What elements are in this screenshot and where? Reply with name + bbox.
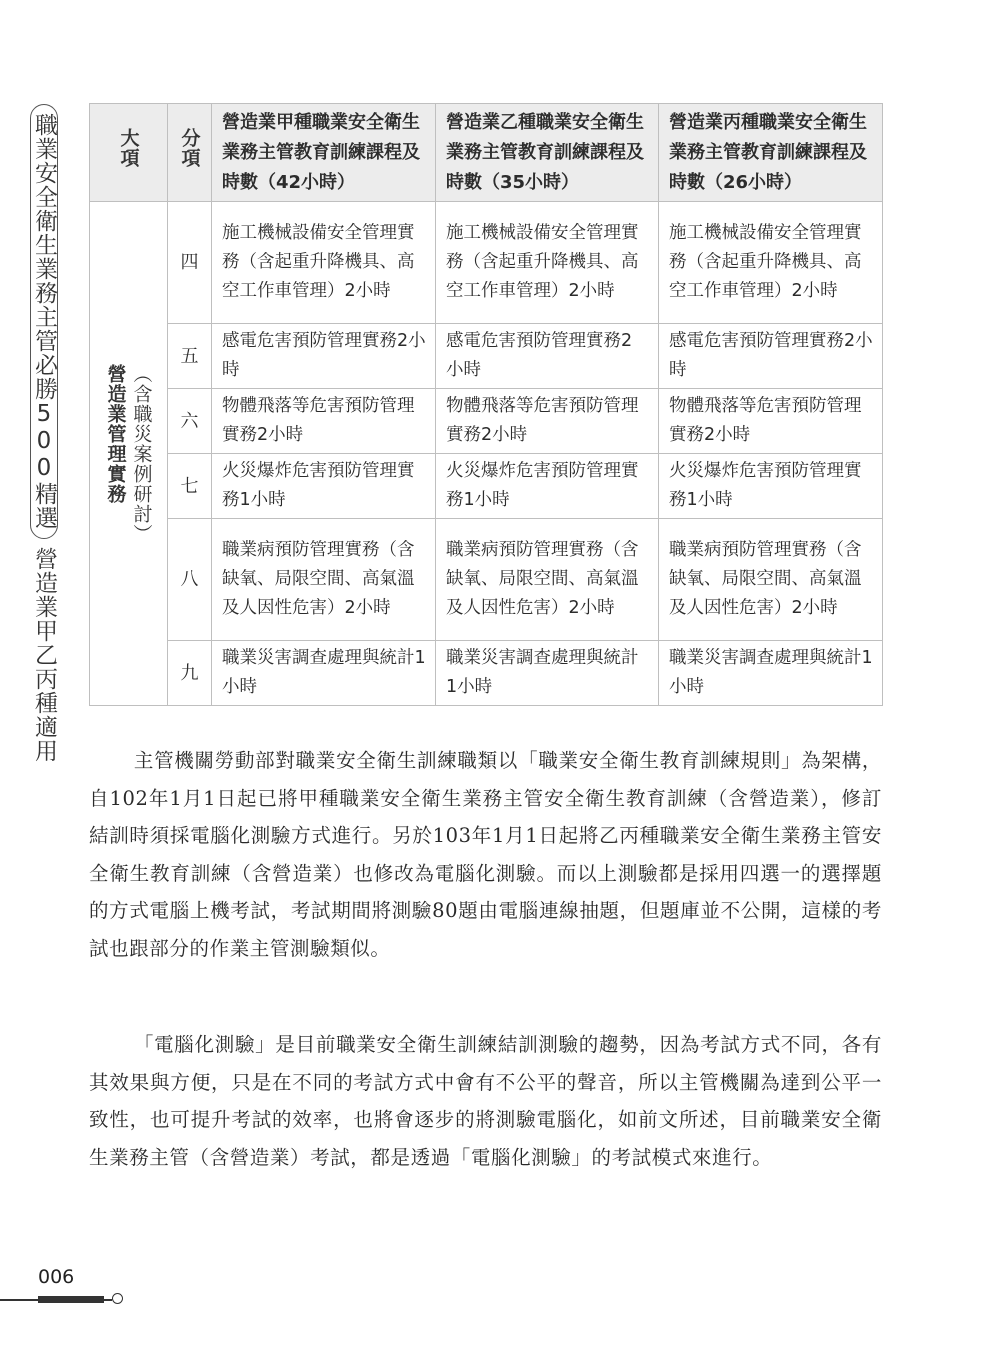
cell-class-a: 施工機械設備安全管理實務（含起重升降機具、高空工作車管理）2小時 (212, 202, 436, 324)
cell-class-c: 施工機械設備安全管理實務（含起重升降機具、高空工作車管理）2小時 (659, 202, 883, 324)
sub-number: 七 (168, 454, 212, 519)
cell-class-b: 職業災害調查處理與統計1小時 (436, 641, 659, 706)
footer-bar (38, 1296, 104, 1303)
cell-class-a: 火災爆炸危害預防管理實務1小時 (212, 454, 436, 519)
cell-class-c: 職業病預防管理實務（含缺氧、局限空間、高氣溫及人因性危害）2小時 (659, 519, 883, 641)
header-sub: 分項 (168, 104, 212, 202)
sub-number: 八 (168, 519, 212, 641)
header-class-c: 營造業丙種職業安全衛生業務主管教育訓練課程及時數（26小時） (659, 104, 883, 202)
cell-class-c: 物體飛落等危害預防管理實務2小時 (659, 389, 883, 454)
cell-class-a: 職業災害調查處理與統計1小時 (212, 641, 436, 706)
table-row (90, 519, 883, 641)
body-paragraph: 主管機關勞動部對職業安全衛生訓練職類以「職業安全衛生教育訓練規則」為架構，自102年1月1日起已將甲種職業安全衛生業務主管安全衛生教育訓練（含營造業），修訂結訓時須採電腦化測驗方式進行。另於103年1月1日起將乙丙種職業安全衛生業務主管安全衛生教育訓練（含營造業）也修改為電腦化測驗。而以上測驗都是採用四選一的選擇題的方式電腦上機考試，考試期間將測驗80題由電腦連線抽題，但題庫並不公開，這樣的考試也跟部分的作業主管測驗類似。 (89, 749, 882, 960)
sub-number: 九 (168, 641, 212, 706)
sub-number: 六 (168, 389, 212, 454)
course-table (89, 103, 883, 706)
category-cell (90, 202, 168, 706)
page-number: 006 (38, 1266, 75, 1288)
category-note: （含職災案例研討） (130, 363, 153, 544)
cell-class-c: 感電危害預防管理實務2小時 (659, 324, 883, 389)
category-main: 營造業管理實務 (104, 363, 127, 504)
cell-class-c: 職業災害調查處理與統計1小時 (659, 641, 883, 706)
header-major: 大項 (90, 104, 168, 202)
book-title-frame (30, 104, 58, 539)
header-class-a: 營造業甲種職業安全衛生業務主管教育訓練課程及時數（42小時） (212, 104, 436, 202)
table-row (90, 389, 883, 454)
header-class-b: 營造業乙種職業安全衛生業務主管教育訓練課程及時數（35小時） (436, 104, 659, 202)
cell-class-b: 物體飛落等危害預防管理實務2小時 (436, 389, 659, 454)
sub-number: 五 (168, 324, 212, 389)
table-row (90, 454, 883, 519)
cell-class-b: 職業病預防管理實務（含缺氧、局限空間、高氣溫及人因性危害）2小時 (436, 519, 659, 641)
book-title: 職業安全衛生業務主管必勝500精選 (31, 113, 57, 530)
cell-class-a: 感電危害預防管理實務2小時 (212, 324, 436, 389)
side-title (30, 104, 58, 763)
table-row (90, 202, 883, 324)
table-header-row (90, 104, 883, 202)
sub-number: 四 (168, 202, 212, 324)
cell-class-c: 火災爆炸危害預防管理實務1小時 (659, 454, 883, 519)
footer-dot (112, 1293, 123, 1304)
book-subtitle: 營造業甲乙丙種適用 (31, 547, 57, 763)
cell-class-a: 職業病預防管理實務（含缺氧、局限空間、高氣溫及人因性危害）2小時 (212, 519, 436, 641)
cell-class-b: 火災爆炸危害預防管理實務1小時 (436, 454, 659, 519)
table-row (90, 641, 883, 706)
table-row (90, 324, 883, 389)
body-paragraph: 「電腦化測驗」是目前職業安全衛生訓練結訓測驗的趨勢，因為考試方式不同，各有其效果與方便，只是在不同的考試方式中會有不公平的聲音，所以主管機關為達到公平一致性，也可提升考試的效率，也將會逐步的將測驗電腦化，如前文所述，目前職業安全衛生業務主管（含營造業）考試，都是透過「電腦化測驗」的考試模式來進行。 (89, 1033, 882, 1169)
cell-class-b: 感電危害預防管理實務2小時 (436, 324, 659, 389)
cell-class-a: 物體飛落等危害預防管理實務2小時 (212, 389, 436, 454)
cell-class-b: 施工機械設備安全管理實務（含起重升降機具、高空工作車管理）2小時 (436, 202, 659, 324)
